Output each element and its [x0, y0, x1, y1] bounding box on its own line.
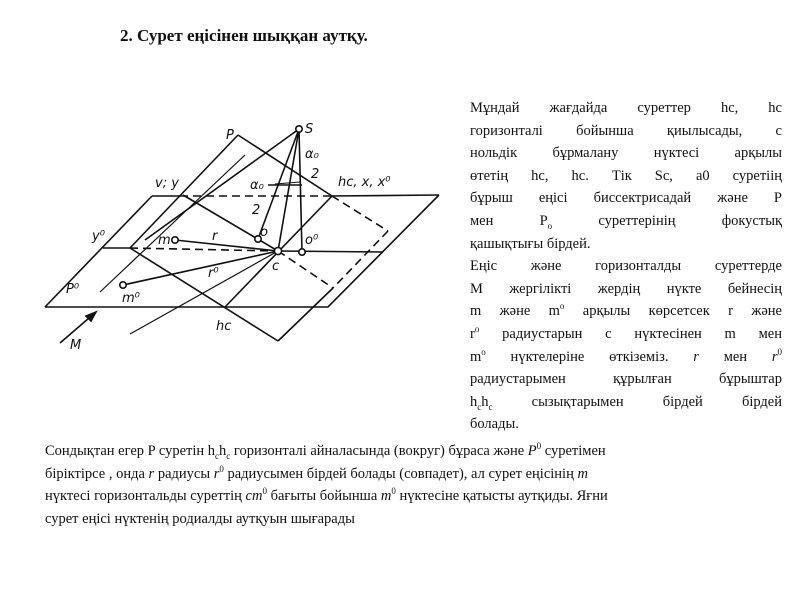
text-line	[470, 413, 782, 436]
label-m0: m⁰	[122, 291, 140, 306]
text-segment: Сондықтан егер P суретін h	[45, 443, 216, 459]
text-segment: 0	[391, 486, 396, 497]
text-segment: cm	[245, 488, 263, 504]
text-segment: нүктелеріне өткіземіз.	[485, 348, 694, 365]
text-segment: 0	[262, 486, 267, 497]
text-line	[45, 463, 785, 486]
text-segment: нольдік бұрмалану нүктесі арқылы	[470, 145, 782, 162]
right-paragraph	[470, 97, 782, 436]
text-segment: c	[215, 450, 220, 461]
text-line	[470, 346, 782, 369]
text-segment: горизонталі бойынша қиылысады, с	[470, 122, 782, 139]
text-segment: 0	[777, 346, 782, 357]
text-line	[470, 142, 782, 165]
text-line	[470, 300, 782, 323]
label-c: c	[272, 259, 280, 274]
text-line	[45, 440, 785, 463]
text-segment: өтетің hc, hc. Тік Sc, a0 суретіің	[470, 167, 782, 184]
text-segment: h	[470, 393, 478, 410]
label-alpha-den: 2	[311, 167, 320, 182]
text-segment: o	[559, 301, 565, 312]
text-line	[470, 391, 782, 414]
text-segment: P	[527, 443, 537, 459]
label-m-point: M	[70, 338, 82, 353]
text-segment: o	[547, 220, 553, 231]
text-segment: мен	[698, 348, 772, 365]
text-segment: арқылы көрсетсек r және	[564, 303, 782, 320]
text-segment: нүктесі горизонтальды суреттің	[45, 488, 246, 504]
label-s: S	[305, 122, 314, 137]
text-segment: m	[577, 465, 588, 482]
text-segment: m	[470, 348, 482, 365]
text-segment: горизонталі айналасында (вокруг) бұраса және	[230, 443, 528, 459]
label-r0: r⁰	[208, 266, 219, 281]
text-segment: c	[226, 450, 231, 461]
label-alpha2-num: α₀	[250, 178, 264, 193]
text-segment: бағыты бойынша	[266, 488, 381, 504]
text-segment: қашықтығы бірдей.	[470, 235, 591, 252]
text-segment: c	[477, 401, 482, 412]
text-line	[470, 187, 782, 210]
text-segment: радиустарымен құрылған бұрыштар	[470, 371, 782, 388]
text-segment: r	[693, 348, 699, 365]
text-line	[470, 255, 782, 278]
text-line	[470, 165, 782, 188]
text-segment: болады.	[470, 416, 519, 433]
text-segment: радиусымен бірдей болады (совпадет), ал сурет еңісінің	[223, 465, 578, 482]
tilted-plane-p	[100, 135, 388, 341]
text-segment: мен P	[470, 212, 548, 229]
text-segment: m және m	[470, 303, 560, 320]
text-segment: суреттерінің фокустық	[552, 212, 782, 229]
text-segment: радиусы	[154, 465, 214, 482]
text-segment: o	[481, 346, 486, 357]
text-line	[470, 210, 782, 233]
label-o: o	[260, 225, 268, 240]
text-segment: m	[380, 488, 392, 504]
text-line	[470, 120, 782, 143]
text-line	[470, 278, 782, 301]
text-segment: h	[219, 443, 227, 459]
label-hc-x-x0: hc, x, x⁰	[338, 175, 391, 190]
text-line	[45, 485, 785, 508]
label-p0: P⁰	[66, 282, 80, 297]
text-segment: Еңіс және горизонталды суреттерде	[470, 258, 782, 275]
text-segment: сызықтарымен бірдей бірдей	[492, 393, 782, 410]
label-m: m	[158, 233, 171, 248]
text-line	[470, 233, 782, 256]
text-line	[470, 97, 782, 120]
label-o0: o⁰	[305, 233, 319, 248]
text-segment: h	[481, 393, 489, 410]
text-segment: M жергілікті жердің нүкте бейнесің	[470, 280, 782, 297]
label-p: P	[226, 128, 234, 143]
text-segment: r	[148, 465, 155, 482]
text-segment: нүктесіне қатысты аутқиды. Яғни	[395, 488, 608, 504]
text-segment: Мұндай жағдайда суреттер hc, hc	[470, 100, 782, 116]
text-line	[470, 368, 782, 391]
text-segment: r	[771, 348, 778, 365]
text-segment: c	[488, 401, 493, 412]
bottom-paragraph	[45, 440, 785, 530]
text-segment: біріктірсе , онда	[45, 465, 149, 482]
label-v-y: v; y	[155, 176, 179, 191]
label-hc: hc	[216, 319, 232, 334]
slide-title: 2. Сурет еңісінен шыққан аутқу.	[120, 26, 368, 45]
text-segment: 0	[219, 463, 224, 474]
text-segment: r	[470, 325, 475, 342]
text-line	[45, 508, 785, 531]
text-segment: o	[474, 324, 480, 335]
text-segment: бұрыш еңісі биссектрисадай және P	[470, 190, 782, 207]
label-alpha-num: α₀	[305, 147, 319, 162]
text-segment: сурет еңісі нүктенің родиалды аутқуын шығарады	[45, 510, 355, 527]
text-segment: 0	[536, 441, 542, 452]
text-segment: радиустарын с нүктесінен m мен	[479, 325, 782, 342]
label-alpha2-den: 2	[252, 203, 261, 218]
text-segment: r	[213, 465, 220, 482]
text-line	[470, 323, 782, 346]
label-y0: y⁰	[92, 229, 105, 244]
text-segment: суретімен	[541, 443, 606, 459]
label-r: r	[212, 229, 218, 244]
